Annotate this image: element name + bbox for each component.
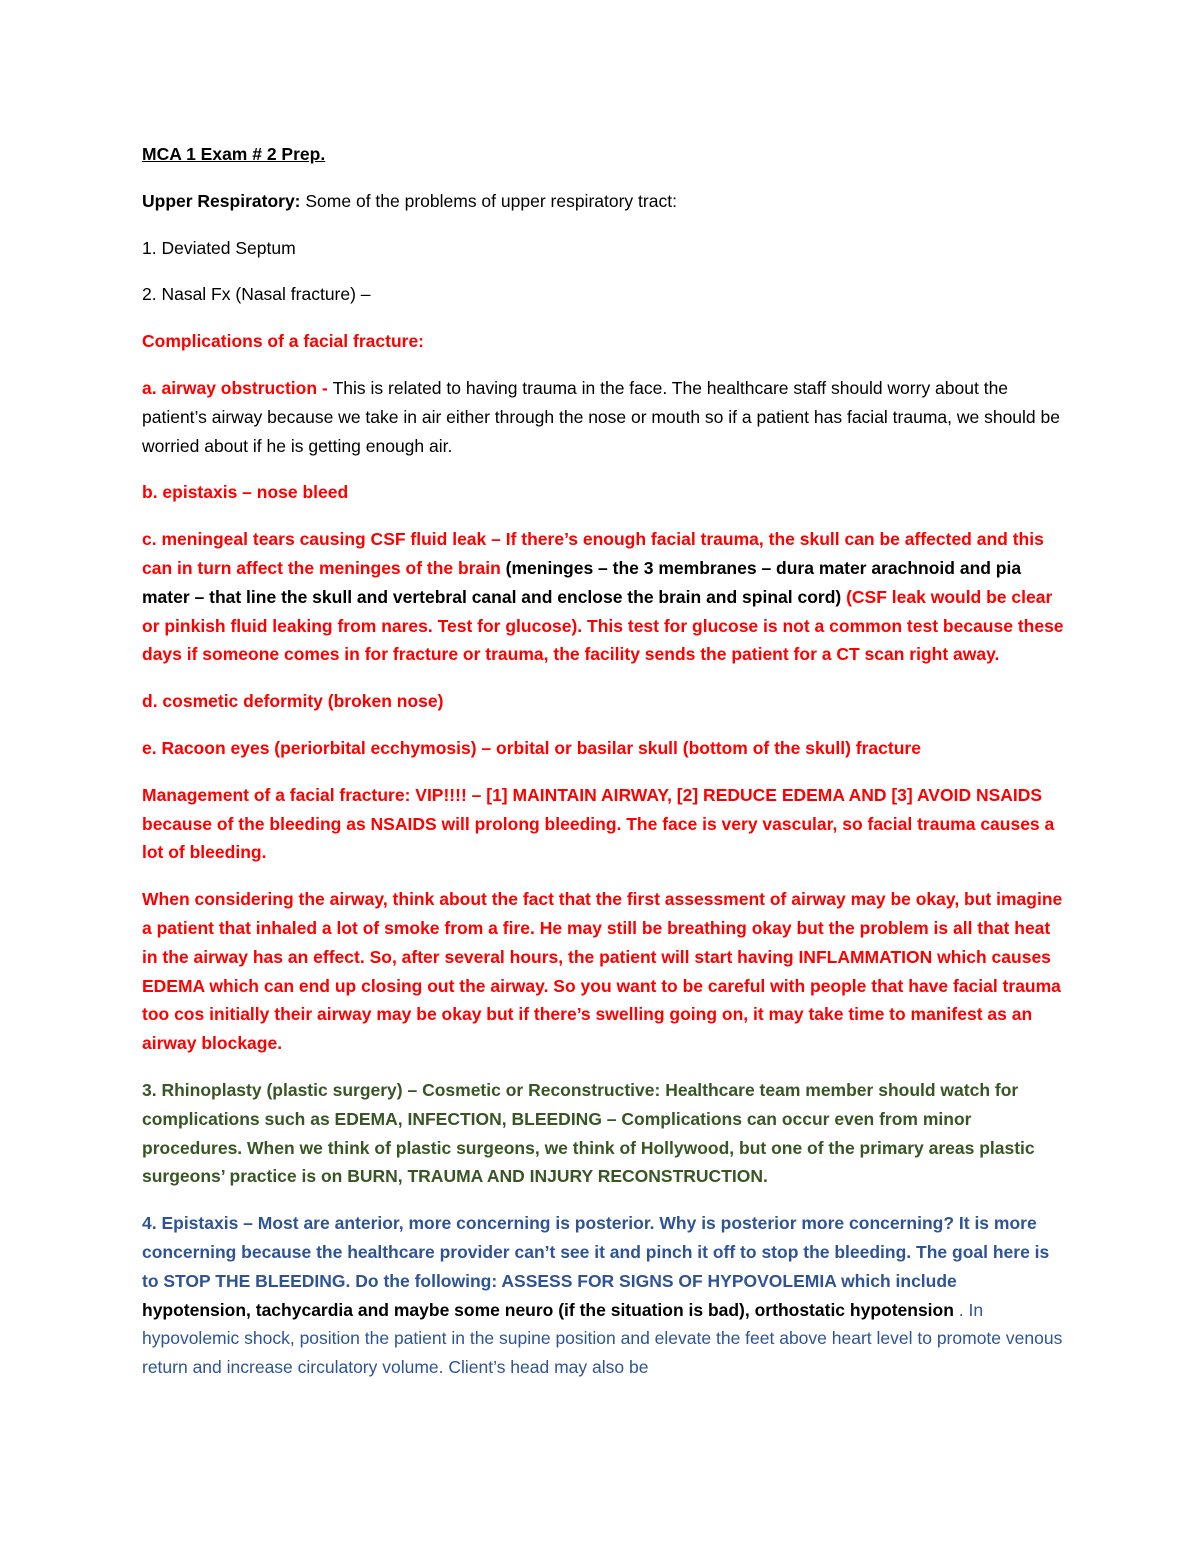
complication-c-part1: c. meningeal tears causing CSF fluid leak – If there’s enough facial trauma, the skull can be affected and this can in turn affect the meninges of the brain xyxy=(142,529,1044,578)
complication-e: e. Racoon eyes (periorbital ecchymosis) – orbital or basilar skull (bottom of the skull) fracture xyxy=(142,737,921,758)
upper-respiratory-label: Upper Respiratory: xyxy=(142,190,301,211)
upper-respiratory-paragraph xyxy=(142,187,1070,216)
item-deviated-septum: 1. Deviated Septum xyxy=(142,237,296,258)
item-nasal-fracture: 2. Nasal Fx (Nasal fracture) – xyxy=(142,284,371,305)
item-epistaxis xyxy=(142,1209,1070,1382)
complication-d: d. cosmetic deformity (broken nose) xyxy=(142,691,444,712)
airway-note-paragraph: When considering the airway, think about the fact that the first assessment of airway may be okay, but imagine a patient that inhaled a lot of smoke from a fire. He may still be breathing okay but the problem is all that heat in the airway has an effect. So, after several hours, the patient will start having INFLAMMATION which causes EDEMA which can end up closing out the airway. So you want to be careful with people that have facial trauma too cos initially their airway may be okay but if there’s swelling going on, it may take time to manifest as an airway blockage. xyxy=(142,889,1063,1054)
management-paragraph: Management of a facial fracture: VIP!!!! – [1] MAINTAIN AIRWAY, [2] REDUCE EDEMA AND [3] AVOID NSAIDS because of the bleeding as NSAIDS will prolong bleeding. The face is very vascular, so facial trauma causes a lot of bleeding. xyxy=(142,784,1055,863)
complication-c xyxy=(142,525,1070,669)
item-epistaxis-part3: . In hypovolemic shock, position the patient in the supine position and elevate the feet above heart level to promote venous return and increase circulatory volume. Client’s head may also be xyxy=(142,1299,1063,1378)
document-title: MCA 1 Exam # 2 Prep. xyxy=(142,144,326,164)
complication-a xyxy=(142,374,1070,460)
complication-a-label: a. airway obstruction - xyxy=(142,377,333,398)
complication-a-text: This is related to having trauma in the face. The healthcare staff should worry about the patient’s airway because we take in air either through the nose or mouth so if a patient has facial trauma, we should be worried about if he is getting enough air. xyxy=(142,377,1060,456)
upper-respiratory-text: Some of the problems of upper respiratory tract: xyxy=(300,190,677,211)
complication-c-part3: (CSF leak would be clear or pinkish fluid leaking from nares. Test for glucose). This test for glucose is not a common test because these days if someone comes in for fracture or trauma, the facility sends the patient for a CT scan right away. xyxy=(142,586,1064,665)
complications-heading: Complications of a facial fracture: xyxy=(142,331,425,352)
complication-b: b. epistaxis – nose bleed xyxy=(142,482,349,503)
item-epistaxis-part2: hypotension, tachycardia and maybe some neuro (if the situation is bad), orthostatic hypotension xyxy=(142,1299,959,1320)
complication-c-part2: (meninges – the 3 membranes – dura mater arachnoid and pia mater – that line the skull and vertebral canal and enclose the brain and spinal cord) xyxy=(142,557,1022,607)
item-rhinoplasty: 3. Rhinoplasty (plastic surgery) – Cosmetic or Reconstructive: Healthcare team member should watch for complications such as EDEMA, INFECTION, BLEEDING – Complications can occur even from minor procedures. When we think of plastic surgeons, we think of Hollywood, but one of the primary areas plastic surgeons’ practice is on BURN, TRAUMA AND INJURY RECONSTRUCTION. xyxy=(142,1079,1035,1187)
item-epistaxis-part1: 4. Epistaxis – Most are anterior, more concerning is posterior. Why is posterior more concerning? It is more concerning because the healthcare provider can’t see it and pinch it off to stop the bleeding. The goal here is to STOP THE BLEEDING. Do the following: ASSESS FOR SIGNS OF HYPOVOLEMIA which include xyxy=(142,1213,1050,1291)
